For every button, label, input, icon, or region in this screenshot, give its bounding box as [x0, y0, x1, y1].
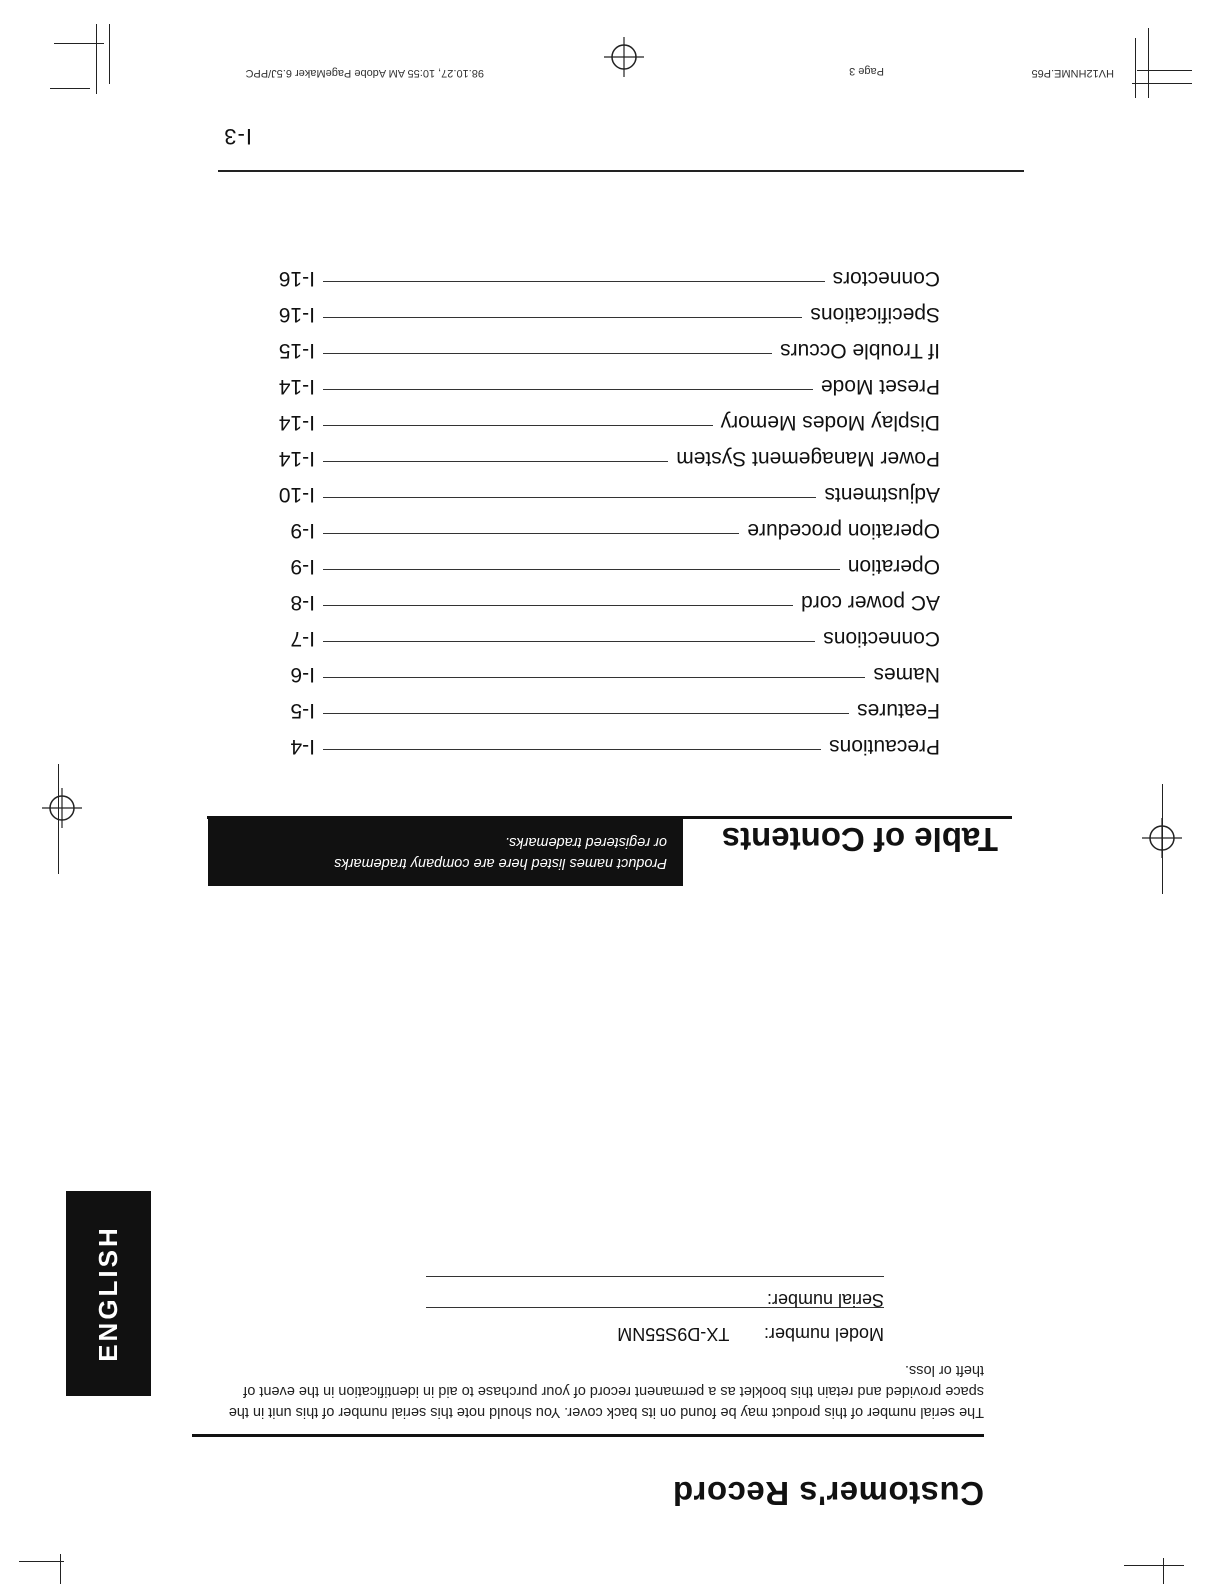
toc-entry-name: Specifications — [810, 303, 940, 326]
toc-entry — [265, 445, 940, 481]
toc-entry-name: Display Modes Memory — [720, 411, 940, 434]
toc-leader — [323, 533, 739, 534]
toc-title: Table of Contents — [721, 821, 998, 858]
crop-mark — [54, 43, 104, 44]
toc-entry-name: Preset Mode — [820, 375, 940, 398]
toc-leader — [323, 497, 816, 498]
serial-number-line — [426, 1276, 884, 1277]
trademark-note — [208, 816, 683, 886]
header-rule — [218, 170, 1024, 172]
toc-entry-name: Operation — [847, 555, 940, 578]
customers-record-paragraph: The serial number of this product may be found on its back cover. You should note this serial number of this unit in the space provided and retain this booklet as a permanent record of your purchase to aid in identification in the event of theft or loss. — [228, 1362, 984, 1420]
toc-entry-page: I-9 — [290, 519, 315, 542]
toc-entry-page: I-16 — [278, 267, 315, 290]
toc-leader — [323, 749, 821, 750]
toc-entry-name: Connectors — [832, 267, 940, 290]
slug-filename: HV12HNME.P65 — [1031, 67, 1114, 79]
toc-entry-name: Connections — [823, 627, 940, 650]
customers-record-title: Customer's Record — [672, 1475, 984, 1512]
registration-target — [42, 788, 82, 828]
crop-mark — [50, 88, 90, 89]
toc-entry-page: I-14 — [278, 375, 315, 398]
serial-number-field — [734, 1289, 884, 1310]
model-number-field — [617, 1323, 884, 1344]
toc-leader — [323, 425, 713, 426]
toc-entry-name: If Trouble Occurs — [780, 339, 940, 362]
toc-leader — [323, 461, 668, 462]
crop-mark — [58, 764, 59, 874]
toc-entry — [265, 697, 940, 733]
toc-leader — [323, 605, 793, 606]
registration-target — [604, 37, 644, 77]
toc-entry-page: I-4 — [290, 735, 315, 758]
crop-mark — [1132, 83, 1192, 84]
toc-entry-page: I-8 — [290, 591, 315, 614]
toc-entry — [265, 265, 940, 301]
toc-list — [265, 265, 940, 769]
model-number-label: Model number: — [763, 1324, 884, 1344]
toc-entry — [265, 661, 940, 697]
crop-mark — [1148, 28, 1149, 98]
crop-mark — [1137, 70, 1192, 71]
crop-mark — [1163, 1558, 1164, 1584]
toc-entry-page: I-16 — [278, 303, 315, 326]
toc-leader — [323, 641, 815, 642]
toc-leader — [323, 389, 813, 390]
toc-entry — [265, 337, 940, 373]
toc-entry-page: I-5 — [290, 699, 315, 722]
crop-mark — [1162, 784, 1163, 894]
language-tab — [66, 1191, 151, 1396]
model-number-value: TX-D9S55NM — [617, 1324, 730, 1344]
toc-leader — [323, 317, 802, 318]
toc-leader — [323, 281, 825, 282]
slug-timestamp: 98.10.27, 10:55 AM Adobe PageMaker 6.5J/PPC — [245, 67, 484, 79]
crop-mark — [1135, 38, 1136, 98]
toc-leader — [323, 353, 772, 354]
crop-mark — [1124, 1565, 1184, 1566]
toc-entry — [265, 517, 940, 553]
page-number: I-3 — [223, 124, 252, 149]
toc-entry-name: AC power cord — [801, 591, 940, 614]
slug-page: Page 3 — [849, 65, 884, 77]
toc-entry — [265, 733, 940, 769]
toc-entry — [265, 373, 940, 409]
serial-number-label: Serial number: — [766, 1290, 884, 1310]
trademark-note-line: Product names listed here are company trademarks — [334, 855, 667, 871]
toc-entry — [265, 589, 940, 625]
toc-entry-page: I-15 — [278, 339, 315, 362]
crop-mark — [96, 24, 97, 94]
toc-leader — [323, 569, 840, 570]
toc-entry — [265, 553, 940, 589]
toc-entry-page: I-7 — [290, 627, 315, 650]
toc-leader — [323, 677, 865, 678]
toc-entry-name: Power Management System — [676, 447, 940, 470]
crop-mark — [60, 1554, 61, 1584]
toc-entry-name: Operation procedure — [747, 519, 940, 542]
toc-entry-name: Names — [873, 663, 940, 686]
toc-entry — [265, 625, 940, 661]
toc-entry-name: Features — [857, 699, 940, 722]
crop-mark — [109, 24, 110, 84]
toc-entry — [265, 409, 940, 445]
toc-entry-name: Precautions — [829, 735, 940, 758]
language-tab-label: ENGLISH — [92, 1225, 123, 1362]
toc-entry-page: I-9 — [290, 555, 315, 578]
toc-entry-page: I-14 — [278, 447, 315, 470]
toc-entry — [265, 481, 940, 517]
toc-entry — [265, 301, 940, 337]
toc-entry-name: Adjustments — [824, 483, 940, 506]
toc-entry-page: I-6 — [290, 663, 315, 686]
toc-leader — [323, 713, 849, 714]
trademark-note-line: or registered trademarks. — [505, 834, 667, 850]
section-rule — [192, 1434, 984, 1437]
toc-entry-page: I-10 — [278, 483, 315, 506]
toc-entry-page: I-14 — [278, 411, 315, 434]
crop-mark — [19, 1561, 64, 1562]
